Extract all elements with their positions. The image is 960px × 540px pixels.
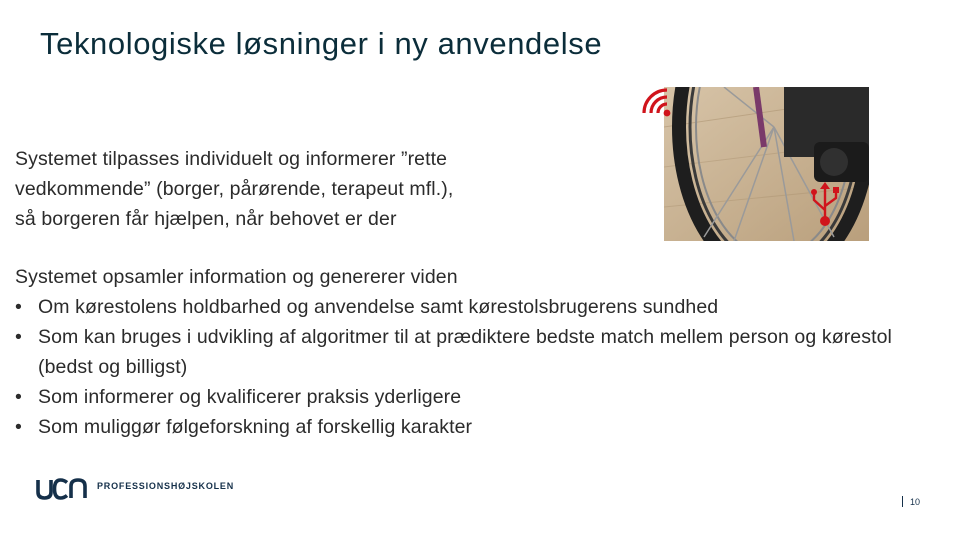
body-block [15, 262, 915, 442]
body-lead: Systemet opsamler information og genererer viden [15, 266, 458, 288]
bullet-dot: • [15, 296, 22, 318]
intro-line: så borgeren får hjælpen, når behovet er der [15, 208, 397, 230]
intro-paragraph [15, 144, 575, 234]
list-item-text: Som informerer og kvalificerer praksis yderligere [38, 386, 462, 408]
ucn-logo-mark [36, 475, 88, 501]
intro-line: vedkommende” (borger, pårørende, terapeut mfl.), [15, 178, 454, 200]
intro-line: Systemet tilpasses individuelt og informerer ”rette [15, 148, 448, 170]
list-item-text: Om kørestolens holdbarhed og anvendelse samt kørestolsbrugerens sundhed [38, 296, 719, 318]
list-item [15, 382, 915, 412]
usb-icon [806, 180, 844, 228]
bullet-dot: • [15, 386, 22, 408]
list-item [15, 322, 915, 382]
ucn-logo [36, 474, 234, 502]
page-number-divider [902, 496, 903, 507]
list-item [15, 292, 915, 322]
list-item [15, 412, 915, 442]
list-item-text: Som kan bruges i udvikling af algoritmer til at prædiktere bedste match mellem person og kørestol (bedst og billigst) [38, 326, 892, 378]
bullet-dot: • [15, 416, 22, 438]
bullet-list [15, 292, 915, 442]
list-item-text: Som muliggør følgeforskning af forskellig karakter [38, 416, 473, 438]
page-number-value: 10 [910, 496, 921, 507]
page-number [902, 496, 920, 507]
logo-text: PROFESSIONSHØJSKOLEN [97, 481, 235, 491]
slide-title: Teknologiske løsninger i ny anvendelse [40, 26, 603, 61]
bullet-dot: • [15, 326, 22, 348]
wifi-signal-icon [636, 84, 674, 120]
